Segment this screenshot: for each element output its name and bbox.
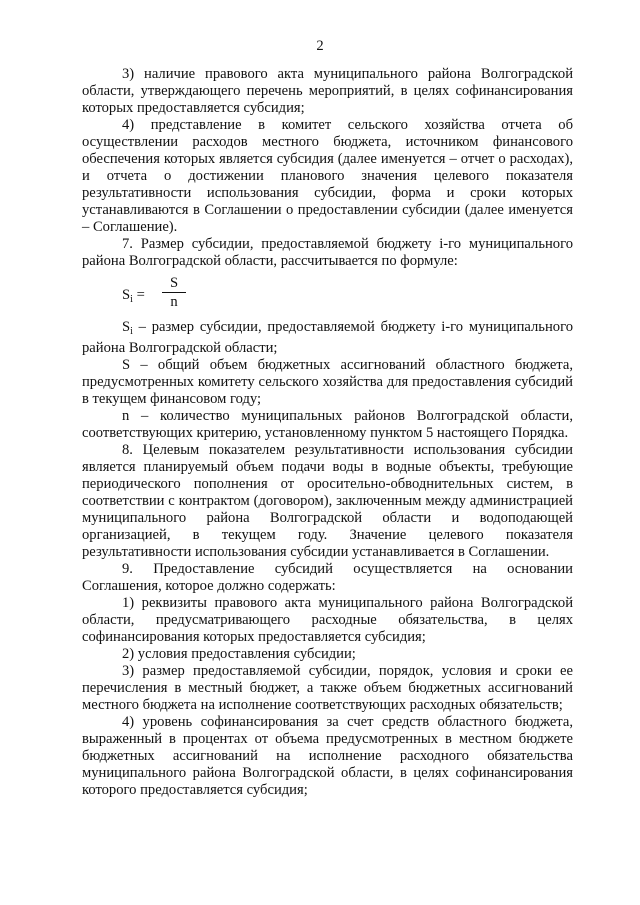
agreement-item-4: 4) уровень софинансирования за счет средств областного бюджета, выраженный в процентах от объема предусмотренных в местном бюджете бюджетных ассигнований на исполнение расходного обязательства муниципального района Волгоградской области, в целях софинансирования которого предоставляется субсидия;: [82, 714, 573, 798]
formula-equals: =: [136, 287, 145, 303]
paragraph-clause-7: 7. Размер субсидии, предоставляемой бюджету i-го муниципального района Волгоградской области, рассчитывается по формуле:: [82, 236, 573, 269]
subsidy-formula: [82, 275, 573, 313]
paragraph-item-3: 3) наличие правового акта муниципального района Волгоградской области, утверждающего перечень мероприятий, в целях софинансирования которых предоставляется субсидия;: [82, 66, 573, 116]
formula-denominator: n: [170, 294, 178, 310]
agreement-item-1: 1) реквизиты правового акта муниципального района Волгоградской области, предусматривающего расходные обязательства, в целях софинансирования которых предоставляется субсидия;: [82, 595, 573, 645]
definition-si-text: – размер субсидии, предоставляемой бюджету i-го муниципального района Волгоградской области;: [82, 319, 573, 356]
definition-s: S – общий объем бюджетных ассигнований областного бюджета, предусмотренных комитету сельского хозяйства для предоставления субсидий в текущем финансовом году;: [82, 357, 573, 407]
definition-si: [82, 319, 573, 357]
paragraph-item-4: 4) представление в комитет сельского хозяйства отчета об осуществлении расходов местного бюджета, источником финансового обеспечения которых является субсидия (далее именуется – отчет о расходах), и отчета о достижении планового значения целевого показателя результативности использования субсидии, форма и сроки которых устанавливаются в Соглашении о предоставлении субсидии (далее именуется – Соглашение).: [82, 117, 573, 235]
formula-fraction-bar: [162, 292, 186, 293]
agreement-item-2: 2) условия предоставления субсидии;: [122, 646, 356, 662]
agreement-item-3: 3) размер предоставляемой субсидии, порядок, условия и сроки ее перечисления в местный бюджет, а также объем бюджетных ассигнований местного бюджета на исполнение соответствующих расходных обязательств;: [82, 663, 573, 713]
formula-lhs: [122, 287, 145, 308]
formula-lhs-subscript: i: [130, 294, 133, 305]
definition-n: n – количество муниципальных районов Волгоградской области, соответствующих критерию, установленному пунктом 5 настоящего Порядка.: [82, 408, 573, 441]
definition-si-symbol: S: [122, 319, 131, 335]
paragraph-clause-9: 9. Предоставление субсидий осуществляется на основании Соглашения, которое должно содержать:: [82, 561, 573, 594]
formula-lhs-symbol: S: [122, 287, 131, 303]
page-number: 2: [316, 38, 324, 54]
paragraph-clause-8: 8. Целевым показателем результативности использования субсидии является планируемый объем подачи воды в водные объекты, требующие периодического пополнения от оросительно-обводнительных систем, в соответствии с контрактом (договором), заключенным между администрацией муниципального района Волгоградской области и водоподающей организацией, в текущем году. Значение целевого показателя результативности использования субсидии устанавливается в Соглашении.: [82, 442, 573, 560]
document-body: [82, 66, 573, 799]
formula-numerator: S: [169, 275, 179, 291]
definition-si-subscript: i: [130, 326, 133, 337]
